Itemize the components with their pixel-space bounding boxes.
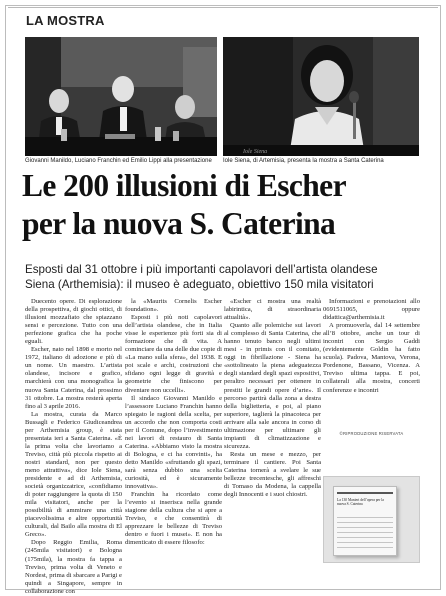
paragraph: Dopo Reggio Emilia, Roma (245mila visitatori) e Bologna (175mila), la mostra fa tappa a Treviso, prima volta di Veneto e Nordest, prima di sbarcare a Parigi e quindi a Singapore, sempre in collaborazione con [25,539,122,595]
paragraph: Duecento opere. Di esplorazione della prospettiva, di giochi ottici, di illusioni mozzafiato che spiazzano sensi e percezione. Tutto con una perfezione grafica che ha poche eguali. [25,298,122,346]
speaker-photo [223,37,419,156]
press-conference-illustration [25,37,217,156]
paragraph: Resta un mese e mezzo, per terminare il cantiere. Poi Santa Caterina tornerà a svelare le sue bellezze trecentesche, gli affreschi di Tomaso da Modena, la cappella degli Innocenti e i suoi chiostri. [224,450,321,499]
paragraph: «Escher ci mostra una realtà labirintica, di straordinaria attualità». [224,298,321,322]
paragraph: La mostra, curata da Marco Bussagli e Federico Giudiceandrea per Arthemisia group, è stata presentata ieri a Santa Caterina. «È la prima volta che lavoriamo a Treviso, città più piccola rispetto ai nostri standard, non per questo meno attrattiva», dice Iole Siena, presidente e ad di Arthemisia, società organizzatrice, «confidiamo di poter raggiungere la quota di 150 mila visitatori, anche per la possibilità di ammirare una città piacevolissima e altre opportunità culturali, dal Bailo alla mostra di El Greco». [25,410,122,539]
subheadline-line-1: Esposti dal 31 ottobre i più importanti capolavori dell’artista olandese [25,263,378,276]
cover-stripe [337,492,393,494]
right-photo-caption: Iole Siena, di Artemisia, presenta la mostra a Santa Caterina [223,158,384,164]
press-conference-photo [25,37,217,156]
section-label: LA MOSTRA [26,13,105,28]
catalog-inset-image [323,476,420,563]
paragraph: Informazioni e prenotazioni allo 0691511065, oppure didattica@arthemisia.it [323,298,420,322]
catalog-title: La 130 Manieri dell’opera per la nuova S. Caterina [337,498,384,507]
paragraph: Il sindaco Giovanni Manildo e l’assessore Luciano Franchin hanno spiegato le ragioni della scelta, per un accordo che non comporta costi per il Comune, dopo l’investimento nei lavori di restauro di Santa Caterina. «Abbiamo visto la mostra di Bologna, e ci ha convinti», ha detto Manildo «sfruttando gli spazi, sarà senza dubbio una scelta curiosità, ed è sicuramente innovativa». [125,394,222,491]
paragraph: Esposti i più noti capolavori dell’artista olandese, che in Italia visse le esperienze più forti sia di formazione che di vita. A cominciare da una delle due copie di «La mano sulla sfera», del 1938. E poi scale e archi, costruzioni che sfidano ogni legge di gravità e geometrie che finiscono per diventare non uccelli». [125,314,222,394]
copyright-notice: ©RIPRODUZIONE RISERVATA [339,431,404,436]
speaker-illustration [223,37,419,156]
svg-text:Iole Siena: Iole Siena [243,149,268,155]
subheadline-line-2: Siena (Arthemisia): il museo è adeguato, obiettivo 150 mila visitatori [25,278,374,291]
paragraph: la «Maurits Cornelis Escher foundation». [125,298,222,314]
article-column-2 [125,298,222,547]
article-column-4 [323,298,420,395]
headline-line-2: per la nuova S. Caterina [22,206,336,241]
paragraph: Escher, nato nel 1898 e morto nel 1972, italiano di adozione e più di un nome. Un maestro. L’artista olandese, incisore e grafico, marchierà con una monografica la nuova Santa Caterina, dal prossimo 31 ottobre. La mostra resterà aperta fino al 3 aprile 2016. [25,346,122,410]
left-photo-caption: Giovanni Manildo, Luciano Franchin ed Emilio Lippi alla presentazione [25,158,212,164]
paragraph: Franchin ha ricordato come l’evento si inserisca nella grande stagione della cultura che si apre a Treviso, e che consentirà di apprezzare le bellezze di Treviso dentro e fuori i musei». E non ha dimenticato di essere filosofo: [125,491,222,547]
paragraph: Quanto alle polemiche sui lavori al complesso di Santa Caterina, che hanno tenuto banco negli ultimi mesi - in primis con il comitato, oggi in fibrillazione - Siena ha «sottolineato la piena adeguatezza degli standard degli spazi espositivi, peraltro necessari per ottenere in prestiti le grandi opere d’arte». Il percorso partirà dalla zona a destra della biglietteria, e poi, al piano superiore, taglierà la pinacoteca per arrivare alla sale ancora in corso di ultimazione per ultimare gli impianti di climatizzazione e sicurezza. [224,322,321,450]
catalog-cover [333,486,397,556]
article-column-1 [25,298,122,596]
article-column-3 [224,298,321,499]
paragraph: A promuoverla, dal 14 settembre all’8 ottobre, anche un tour di incontri con Sergio Gaddi (evidentemente Goldin ha fatto scuola). Padova, Mantova, Verona, Pordenone, Bassano, Vicenza. A Treviso ultima tappa. E poi, collaterali alla mostra, concerti conferenze e incontri [323,322,420,394]
top-rule [8,7,438,8]
subheadline [25,262,425,292]
headline-line-1: Le 200 illusioni di Escher [22,168,346,203]
headline [22,167,422,243]
cover-text-lines [337,517,393,552]
